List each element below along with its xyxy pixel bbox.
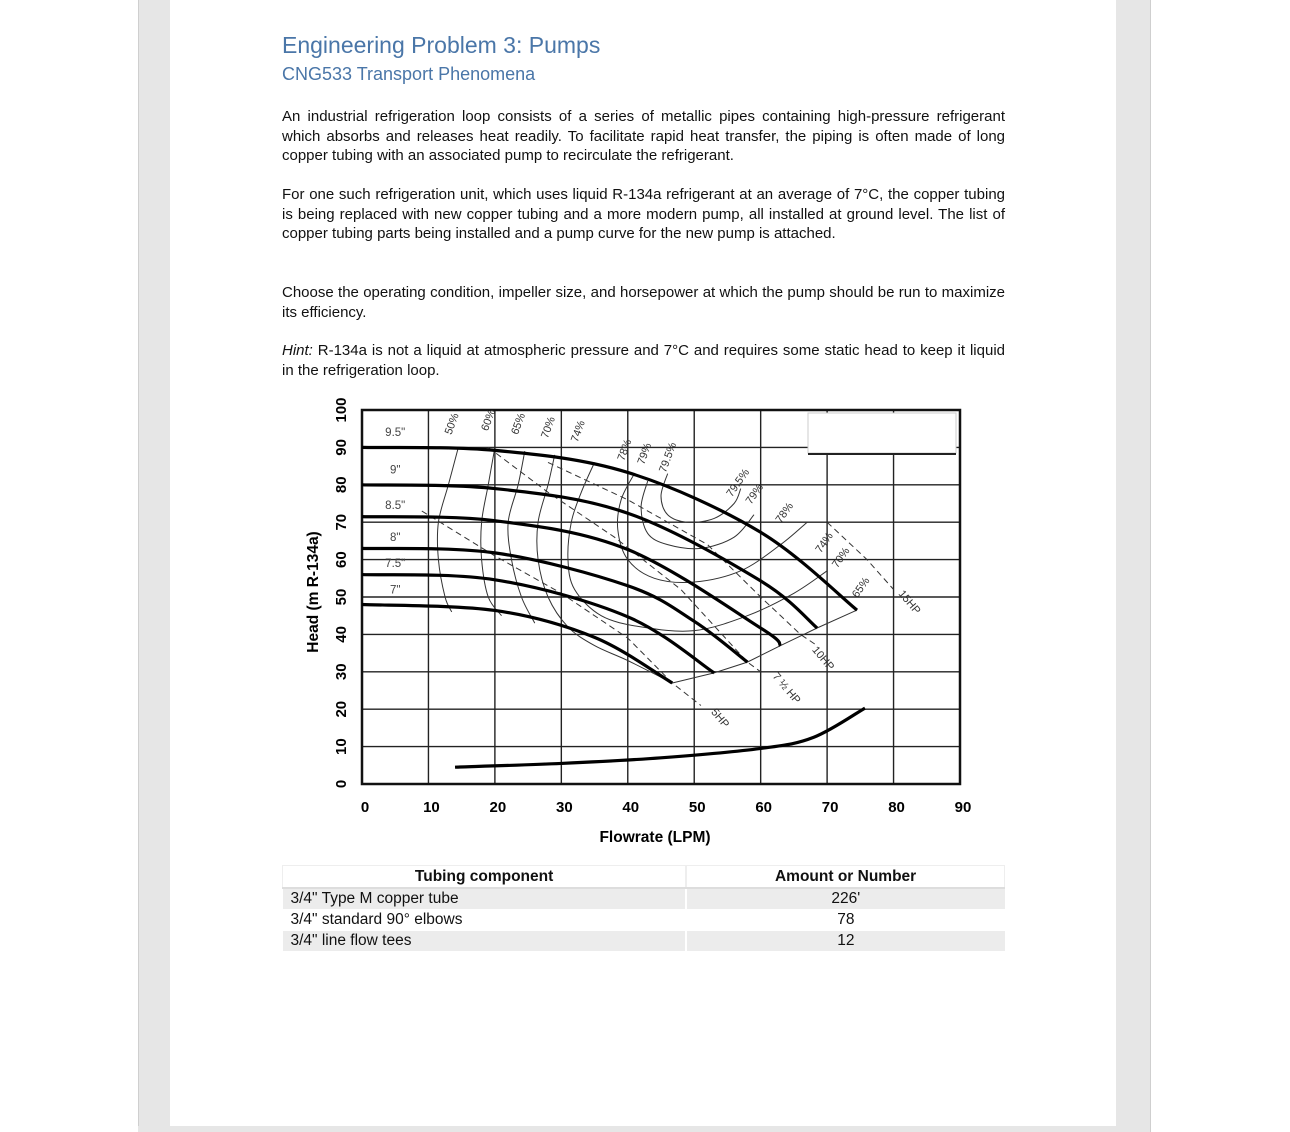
power-label: 5HP — [708, 706, 732, 731]
power-label: 7 ½ HP — [769, 670, 803, 707]
cell-amount: 78 — [686, 910, 1004, 931]
x-tick-label: 30 — [555, 799, 573, 816]
y-axis-label: Head (m R-134a) — [305, 531, 322, 653]
efficiency-contour — [437, 447, 458, 612]
table-row — [283, 910, 1005, 931]
y-tick-label: 100 — [333, 397, 350, 423]
paragraph-intro: An industrial refrigeration loop consists of a series of metallic pipes containing high-pressure refrigerant which absorbs and releases heat readily. To facilitate rapid heat transfer, the piping is often made of long copper tubing with an associated pump to recirculate the refrigerant. — [282, 108, 1005, 164]
cell-amount: 12 — [686, 931, 1004, 952]
impeller-label: 8" — [389, 531, 401, 544]
y-tick-label: 0 — [333, 779, 350, 789]
y-tick-label: 70 — [333, 513, 350, 531]
impeller-label: 8.5" — [385, 500, 406, 513]
cell-component: 3/4" Type M copper tube — [283, 888, 687, 910]
y-tick-label: 50 — [333, 588, 350, 606]
x-tick-label: 80 — [888, 799, 905, 816]
y-tick-label: 10 — [333, 738, 350, 755]
y-tick-label: 20 — [333, 700, 350, 718]
cell-amount: 226' — [686, 888, 1004, 910]
table-header-amount: Amount or Number — [686, 866, 1004, 889]
x-tick-label: 70 — [821, 799, 839, 816]
viewer-gutter-bottom — [138, 1126, 1150, 1132]
x-tick-label: 50 — [688, 799, 706, 816]
x-tick-label: 10 — [423, 799, 440, 816]
paragraph-unit: For one such refrigeration unit, which uses liquid R-134a refrigerant at an average of 7°C, the copper tubing is being replaced with new copper tubing and a more modern pump, all installed at ground level. The list of copper tubing parts being installed and a pump curve for the new pump is attached. — [282, 186, 1005, 242]
cell-component: 3/4" standard 90° elbows — [283, 910, 687, 931]
cell-component: 3/4" line flow tees — [283, 931, 687, 952]
impeller-label: 9" — [389, 464, 401, 477]
impeller-curve — [362, 575, 714, 673]
table-row — [283, 931, 1005, 952]
x-tick-label: 90 — [954, 799, 972, 816]
x-axis-label: Flowrate (LPM) — [599, 829, 711, 846]
efficiency-label: 79.5% — [657, 440, 680, 475]
y-tick-label: 40 — [333, 626, 350, 643]
x-tick-label: 60 — [755, 799, 773, 816]
efficiency-contour — [617, 474, 807, 583]
efficiency-label: 70% — [539, 415, 558, 441]
y-tick-label: 80 — [333, 476, 350, 494]
efficiency-label: 79% — [635, 441, 655, 467]
efficiency-contour — [481, 447, 502, 615]
y-tick-label: 90 — [333, 439, 350, 456]
impeller-label: 7.5" — [385, 558, 406, 571]
y-tick-label: 60 — [333, 551, 350, 568]
legend-box — [808, 413, 956, 453]
efficiency-label: 65% — [849, 575, 873, 601]
x-tick-label: 0 — [360, 799, 370, 816]
x-tick-label: 40 — [622, 799, 640, 816]
efficiency-contour — [568, 462, 827, 631]
efficiency-label: 79.5% — [724, 466, 753, 500]
efficiency-label: 78% — [773, 500, 797, 526]
efficiency-label: 74% — [569, 419, 588, 444]
table-header-component: Tubing component — [283, 866, 687, 889]
system-curve — [455, 708, 865, 767]
hint-text: R-134a is not a liquid at atmospheric pressure and 7°C and requires some static head to keep it liquid in the refrigeration loop. — [282, 342, 1005, 379]
page-subtitle: CNG533 Transport Phenomena — [282, 64, 536, 84]
power-label: 10HP — [809, 644, 837, 674]
efficiency-label: 65% — [509, 411, 529, 437]
impeller-label: 9.5" — [385, 427, 406, 440]
x-tick-label: 20 — [489, 799, 507, 816]
page-title: Engineering Problem 3: Pumps — [282, 32, 601, 58]
power-label: 15HP — [895, 588, 923, 617]
power-line — [548, 462, 817, 645]
hint-label: Hint: — [282, 342, 313, 359]
efficiency-label: 60% — [479, 407, 499, 433]
impeller-curve — [362, 447, 857, 610]
efficiency-label: 74% — [813, 530, 836, 556]
paragraph-task: Choose the operating condition, impeller size, and horsepower at which the pump should be run to maximize its efficiency. — [282, 284, 1005, 321]
y-tick-label: 30 — [333, 663, 350, 681]
efficiency-label: 79% — [743, 481, 767, 507]
efficiency-label: 78% — [615, 437, 635, 463]
efficiency-label: 70% — [830, 545, 853, 571]
efficiency-label: 50% — [442, 411, 462, 437]
impeller-label: 7" — [389, 584, 401, 597]
